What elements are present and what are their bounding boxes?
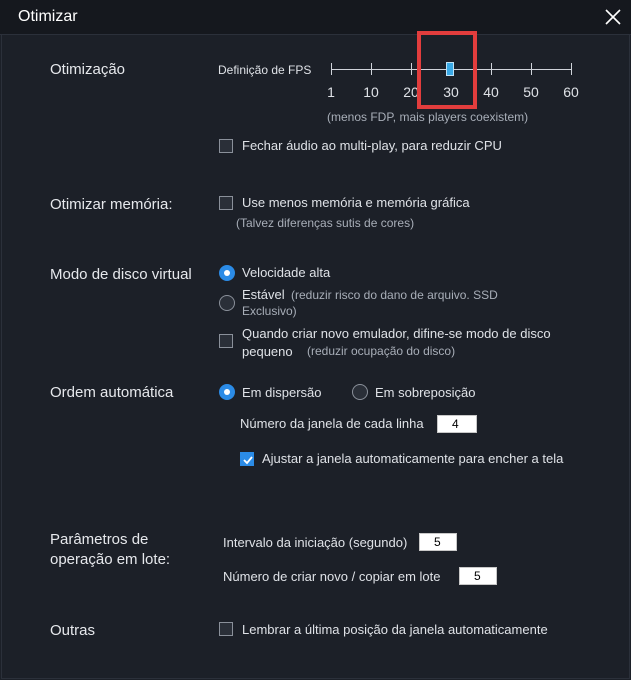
order-dispersed-label: Em dispersão [242, 385, 322, 400]
fps-tick [331, 63, 332, 75]
batch-interval-label: Intervalo da iniciação (segundo) [223, 535, 408, 550]
fps-tick-label: 50 [523, 84, 539, 100]
small-disk-label: Quando criar novo emulador, difine-se modo de disco [242, 326, 551, 341]
fps-tick-label: 60 [563, 84, 579, 100]
batch-interval-input[interactable]: 5 [419, 533, 457, 551]
disk-high-speed-label: Velocidade alta [242, 265, 331, 280]
fps-tick [411, 63, 412, 75]
order-overlap-radio[interactable] [352, 384, 368, 400]
small-disk-label-cont: pequeno [242, 344, 293, 359]
section-memory: Otimizar memória: [50, 196, 173, 213]
disk-stable-note: (reduzir risco do dano de arquivo. SSD [291, 288, 498, 302]
disk-high-speed-radio[interactable] [219, 265, 235, 281]
small-disk-checkbox[interactable] [219, 334, 233, 348]
audio-checkbox[interactable] [219, 139, 233, 153]
disk-stable-radio[interactable] [219, 295, 235, 311]
fps-tick-label: 1 [327, 84, 335, 100]
section-optimization: Otimização [50, 61, 126, 78]
windows-per-row-label: Número da janela de cada linha [240, 416, 424, 431]
fps-tick-label: 40 [483, 84, 499, 100]
section-other: Outras [50, 622, 96, 639]
windows-per-row-input[interactable]: 4 [437, 415, 477, 433]
fps-tick-label: 10 [363, 84, 379, 100]
order-dispersed-radio[interactable] [219, 384, 235, 400]
section-disk: Modo de disco virtual [50, 266, 192, 283]
disk-stable-note-cont: Exclusivo) [242, 304, 297, 318]
memory-note: (Talvez diferenças sutis de cores) [236, 216, 415, 230]
remember-position-checkbox[interactable] [219, 622, 233, 636]
auto-fit-checkbox[interactable] [240, 452, 254, 466]
check-icon [242, 454, 254, 466]
disk-stable-label: Estável [242, 287, 285, 302]
highlight-box [417, 31, 477, 109]
small-disk-note: (reduzir ocupação do disco) [307, 344, 456, 358]
fps-tick-label: 20 [403, 84, 419, 100]
fps-tick [371, 63, 372, 75]
fps-tick [531, 63, 532, 75]
section-batch-cont: operação em lote: [50, 551, 171, 568]
section-batch: Parâmetros de [50, 531, 149, 548]
memory-label: Use menos memória e memória gráfica [242, 195, 470, 210]
auto-fit-label: Ajustar a janela automaticamente para encher a tela [262, 451, 564, 466]
remember-position-label: Lembrar a última posição da janela automaticamente [242, 622, 548, 637]
audio-label: Fechar áudio ao multi-play, para reduzir CPU [242, 138, 502, 153]
fps-tick-label: 30 [443, 84, 459, 100]
batch-count-label: Número de criar novo / copiar em lote [223, 569, 441, 584]
memory-checkbox[interactable] [219, 196, 233, 210]
section-order: Ordem automática [50, 384, 174, 401]
window-title: Otimizar [18, 8, 78, 25]
fps-label: Definição de FPS [218, 63, 312, 77]
close-icon[interactable] [604, 8, 622, 26]
fps-tick [491, 63, 492, 75]
fps-hint: (menos FDP, mais players coexistem) [327, 110, 529, 124]
title-bar [0, 0, 631, 35]
order-overlap-label: Em sobreposição [375, 385, 476, 400]
fps-tick [571, 63, 572, 75]
batch-count-input[interactable]: 5 [459, 567, 497, 585]
